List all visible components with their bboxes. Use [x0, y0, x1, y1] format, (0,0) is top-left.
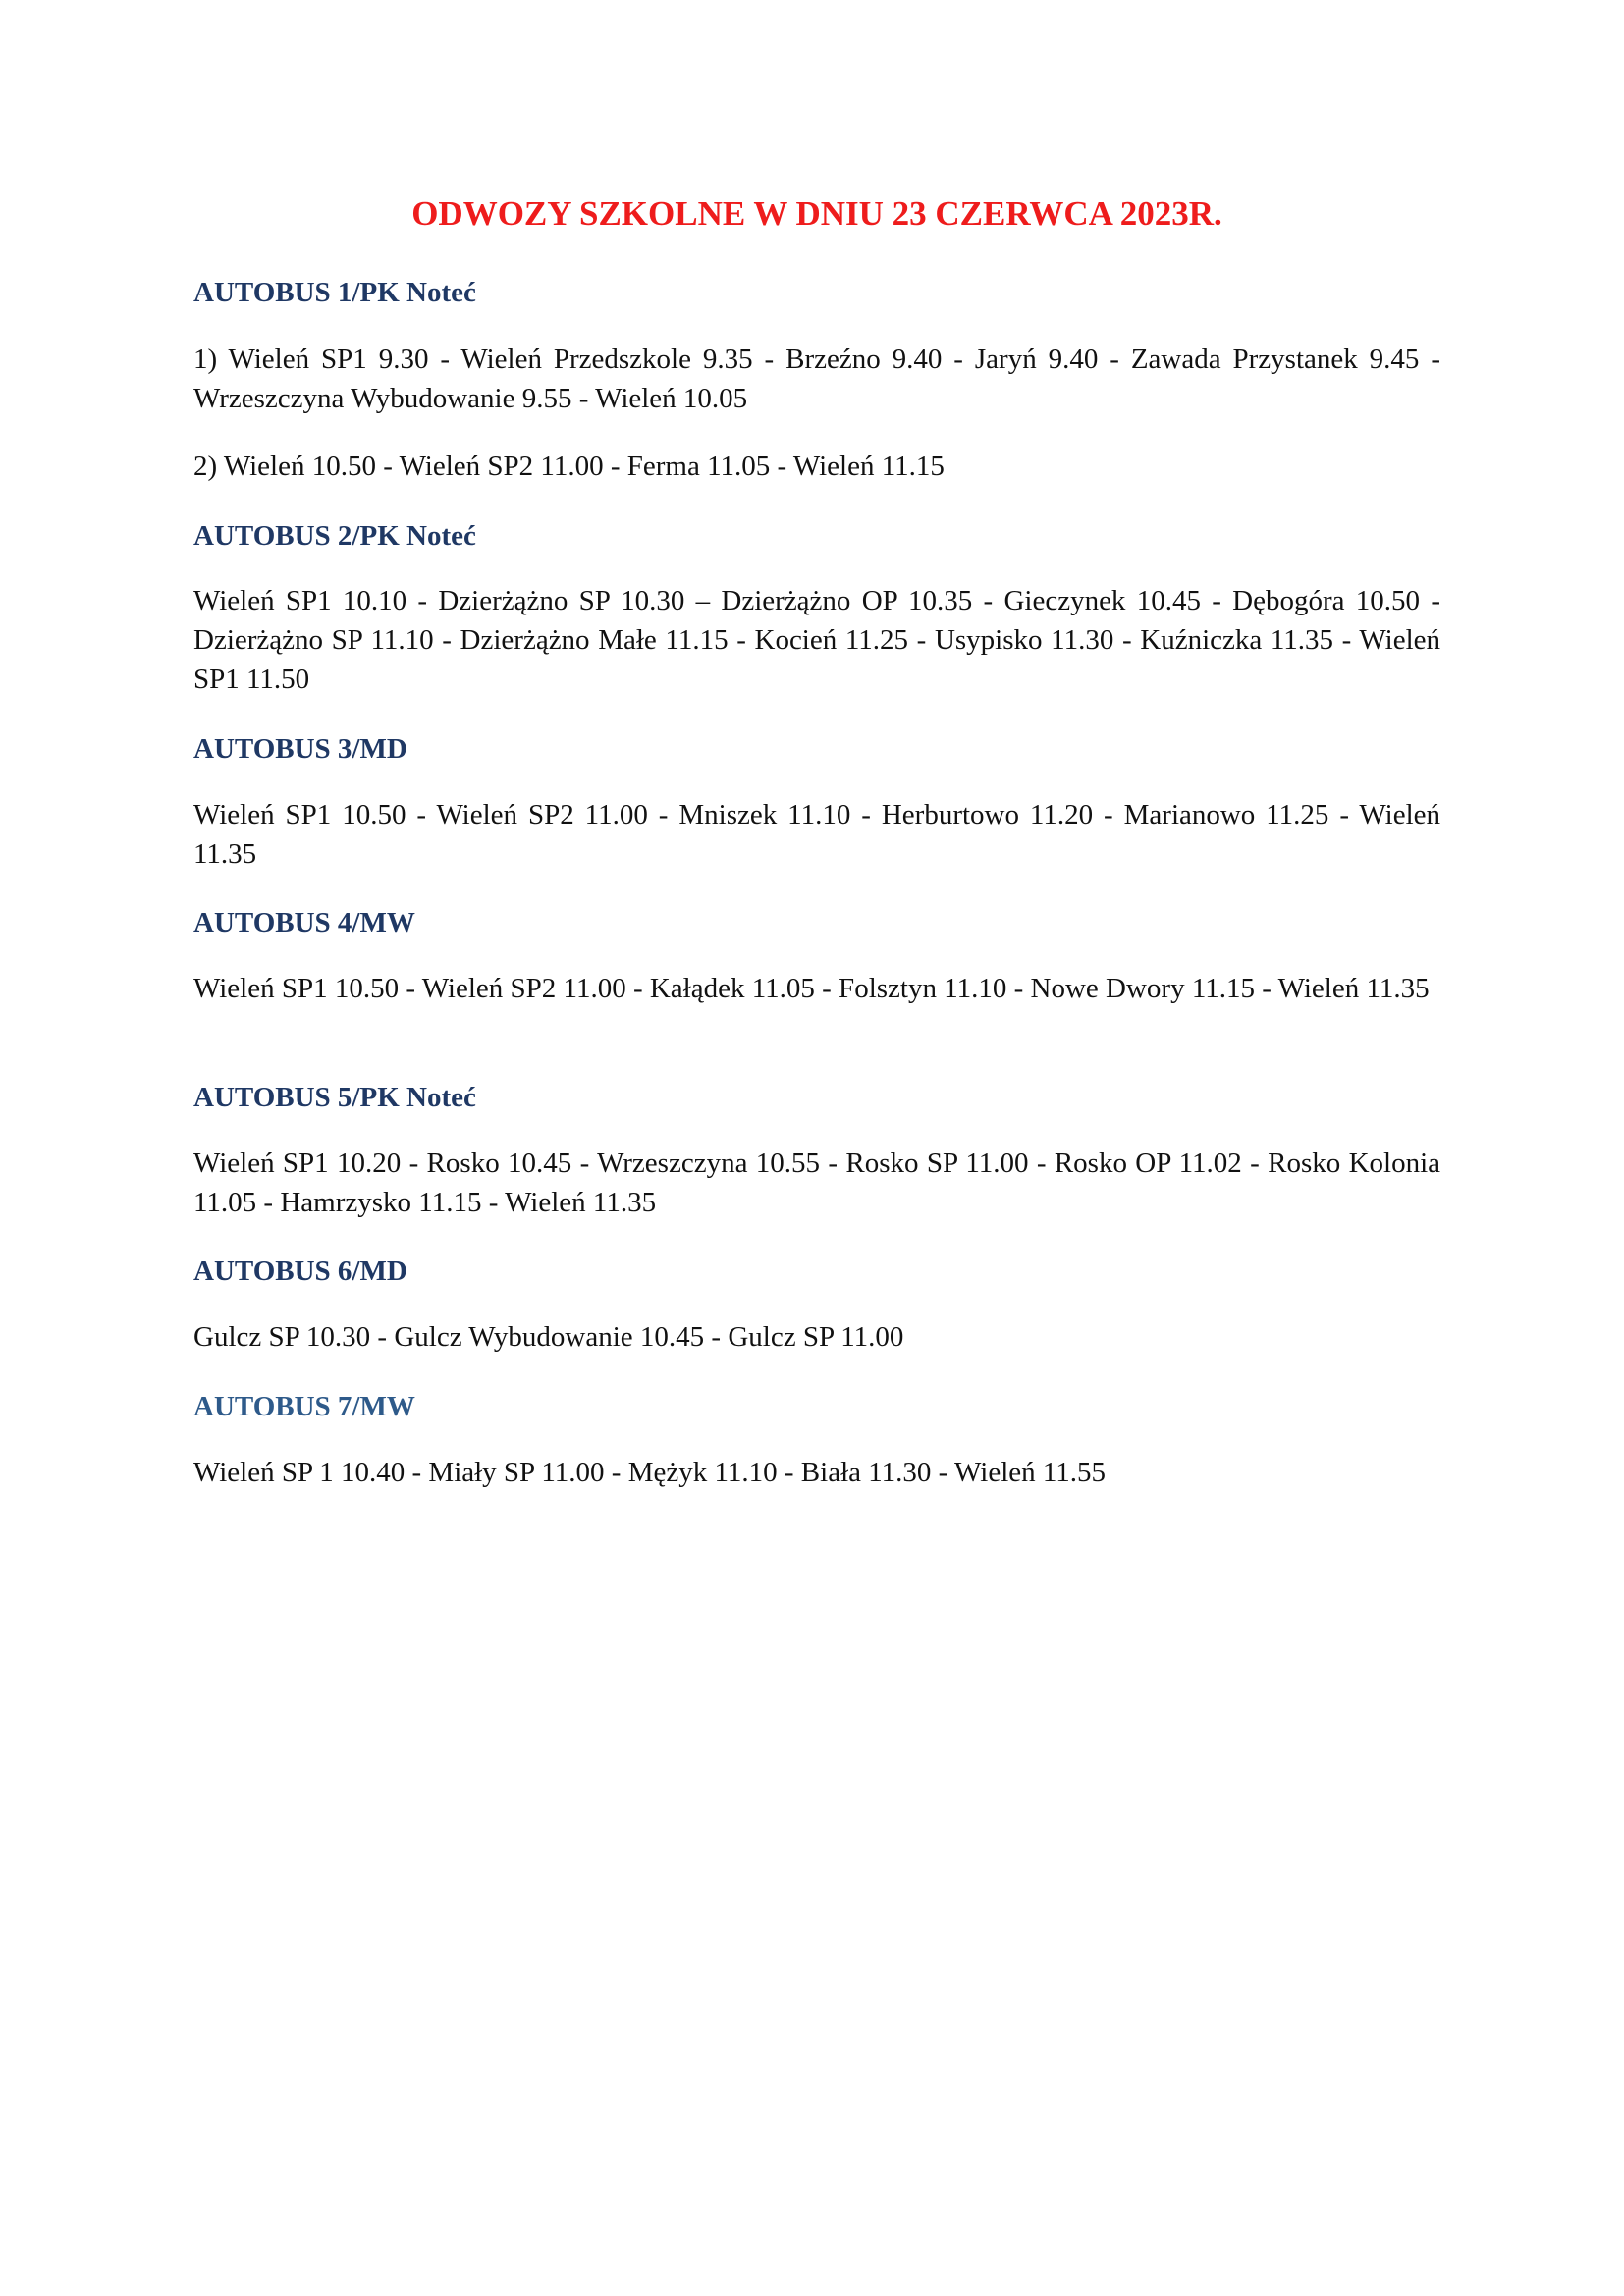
bus-7-route: Wieleń SP 1 10.40 - Miały SP 11.00 - Mężyk 11.10 - Biała 11.30 - Wieleń 11.55: [193, 1457, 1107, 1488]
bus-4-route: Wieleń SP1 10.50 - Wieleń SP2 11.00 - Kałądek 11.05 - Folsztyn 11.10 - Nowe Dwory 11.15 - Wieleń 11.35: [193, 973, 1430, 1004]
bus-4-heading: AUTOBUS 4/MW: [193, 907, 415, 938]
bus-5-route: Wieleń SP1 10.20 - Rosko 10.45 - Wrzeszczyna 10.55 - Rosko SP 11.00 - Rosko OP 11.02 - Rosko Kolonia 11.05 - Hamrzysko 11.15 - Wieleń 11.35: [193, 1148, 1440, 1218]
bus-3-heading: AUTOBUS 3/MD: [193, 733, 407, 765]
bus-2-heading: AUTOBUS 2/PK Noteć: [193, 520, 476, 552]
bus-2-route: Wieleń SP1 10.10 - Dzierżążno SP 10.30 – Dzierżążno OP 10.35 - Gieczynek 10.45 - Dębogóra 10.50 - Dzierżążno SP 11.10 - Dzierżążno Małe 11.15 - Kocień 11.25 - Usypisko 11.30 - Kuźniczka 11.35 - Wieleń SP1 11.50: [193, 585, 1440, 695]
bus-3-route: Wieleń SP1 10.50 - Wieleń SP2 11.00 - Mniszek 11.10 - Herburtowo 11.20 - Marianowo 11.25 - Wieleń 11.35: [193, 799, 1440, 870]
bus-5-heading: AUTOBUS 5/PK Noteć: [193, 1082, 476, 1113]
bus-1-route-1: 1) Wieleń SP1 9.30 - Wieleń Przedszkole 9.35 - Brzeźno 9.40 - Jaryń 9.40 - Zawada Przystanek 9.45 - Wrzeszczyna Wybudowanie 9.55 - Wieleń 10.05: [193, 344, 1440, 414]
bus-1-route-2: 2) Wieleń 10.50 - Wieleń SP2 11.00 - Ferma 11.05 - Wieleń 11.15: [193, 451, 945, 482]
page-title: ODWOZY SZKOLNE W DNIU 23 CZERWCA 2023R.: [411, 194, 1222, 233]
bus-7-heading: AUTOBUS 7/MW: [193, 1391, 415, 1422]
bus-6-heading: AUTOBUS 6/MD: [193, 1255, 407, 1287]
bus-1-heading: AUTOBUS 1/PK Noteć: [193, 277, 476, 308]
bus-6-route: Gulcz SP 10.30 - Gulcz Wybudowanie 10.45 - Gulcz SP 11.00: [193, 1321, 904, 1353]
